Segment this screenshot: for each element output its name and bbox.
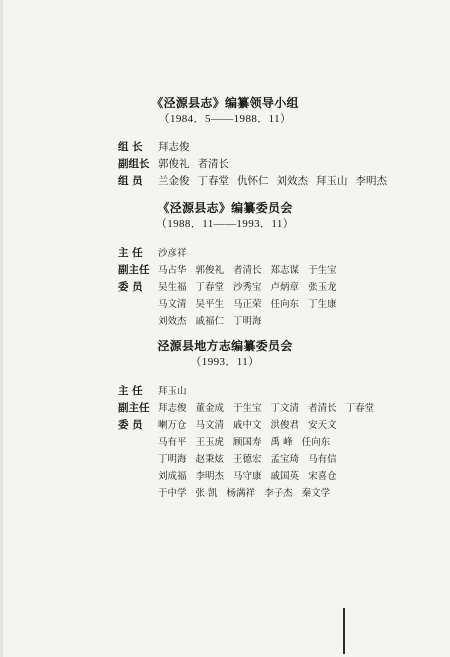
member-name: 马有信	[308, 454, 337, 465]
member-name: 郭俊礼	[158, 158, 190, 170]
member-name: 拜玉山	[316, 175, 348, 187]
section3-period: （1993．11）	[190, 356, 260, 368]
member-name: 于生宝	[308, 265, 337, 276]
member-name: 马正荣	[233, 299, 262, 310]
member-name: 马有平	[158, 437, 187, 448]
roster-row	[118, 139, 198, 153]
member-names	[158, 383, 196, 397]
member-name: 戚中文	[233, 420, 262, 431]
member-name: 喇万仓	[158, 420, 187, 431]
member-name: 沙秀宝	[233, 282, 262, 293]
roster-row	[118, 279, 346, 293]
member-name: 丁春堂	[197, 175, 229, 187]
member-name: 丁生康	[308, 299, 337, 310]
roster-row	[118, 296, 346, 310]
role-label: 委 员	[118, 419, 143, 431]
member-name: 任向东	[270, 299, 300, 310]
member-name: 丁春堂	[195, 282, 225, 293]
member-name: 杨满祥	[226, 488, 256, 499]
member-name: 李子杰	[264, 488, 293, 499]
member-name: 拜志俊	[158, 141, 190, 153]
member-name: 洪俊君	[270, 420, 300, 431]
member-name: 拜志俊	[158, 403, 187, 414]
section1-title: 《泾源县志》编纂领导小组	[151, 96, 299, 110]
member-names	[158, 279, 346, 293]
role-label: 组 员	[118, 175, 143, 187]
roster-row	[118, 383, 196, 397]
roster-row	[118, 485, 339, 499]
member-name: 郑志谋	[270, 265, 300, 276]
member-name: 仇怀仁	[237, 175, 269, 187]
member-names	[158, 245, 196, 259]
member-names	[158, 173, 395, 188]
member-name: 者清长	[197, 158, 229, 170]
member-name: 安天文	[308, 420, 337, 431]
member-name: 刘成福	[158, 471, 187, 482]
member-name: 张玉龙	[308, 282, 337, 293]
member-names	[158, 485, 339, 499]
member-names	[158, 400, 383, 414]
member-name: 吴平生	[195, 299, 225, 310]
roster-row	[118, 156, 237, 170]
role-label: 副主任	[118, 264, 150, 276]
member-name: 李明杰	[355, 175, 387, 187]
member-name: 王德宏	[233, 454, 262, 465]
scan-edge-line	[343, 608, 345, 654]
member-name: 马文清	[158, 299, 187, 310]
role-label: 副组长	[118, 158, 150, 170]
roster-row	[118, 434, 339, 448]
member-names	[158, 451, 346, 465]
member-name: 于中学	[158, 488, 187, 499]
member-name: 兰金俊	[158, 175, 190, 187]
member-name: 王玉虎	[195, 437, 225, 448]
member-name: 于生宝	[233, 403, 262, 414]
member-name: 刘效杰	[276, 175, 308, 187]
member-name: 刘效杰	[158, 316, 187, 327]
member-names	[158, 468, 346, 482]
roster-row	[118, 451, 346, 465]
role-label: 副主任	[118, 402, 150, 414]
member-name: 者清长	[308, 403, 337, 414]
roster-row	[118, 245, 196, 259]
member-names	[158, 417, 346, 431]
member-names	[158, 313, 271, 327]
member-name: 马守康	[233, 471, 262, 482]
member-name: 马文清	[195, 420, 225, 431]
member-name: 丁春堂	[345, 403, 375, 414]
roster-row	[118, 313, 271, 327]
roster-row	[118, 468, 346, 482]
member-name: 秦文学	[301, 488, 331, 499]
member-name: 赵秉炫	[195, 454, 225, 465]
member-name: 顾国寿	[233, 437, 262, 448]
member-name: 张 凯	[195, 488, 218, 499]
roster-row	[118, 262, 346, 276]
section3-title: 泾源县地方志编纂委员会	[157, 339, 293, 353]
role-label: 组 长	[118, 141, 143, 153]
role-label: 委 员	[118, 281, 143, 293]
member-name: 董金成	[195, 403, 225, 414]
member-name: 拜玉山	[158, 386, 187, 397]
member-name: 马占华	[158, 265, 187, 276]
member-name: 李明杰	[195, 471, 225, 482]
roster-row	[118, 173, 395, 187]
member-name: 宋喜仓	[308, 471, 337, 482]
role-label: 主 任	[118, 247, 143, 259]
roster-row	[118, 400, 383, 414]
member-names	[158, 156, 237, 171]
member-name: 禹 峰	[270, 437, 293, 448]
section2-title: 《泾源县志》编纂委员会	[157, 201, 293, 215]
member-name: 孟宝琦	[270, 454, 300, 465]
member-name: 丁文清	[270, 403, 300, 414]
member-name: 丁明海	[233, 316, 262, 327]
member-name: 吴生福	[158, 282, 187, 293]
member-name: 郭俊礼	[195, 265, 225, 276]
section1-period: （1984．5——1988．11）	[158, 113, 292, 125]
member-name: 卢炳章	[270, 282, 300, 293]
member-name: 沙彦祥	[158, 248, 187, 259]
member-name: 者清长	[233, 265, 262, 276]
member-names	[158, 296, 346, 310]
role-label: 主 任	[118, 385, 143, 397]
member-name: 任向东	[301, 437, 331, 448]
member-name: 丁明海	[158, 454, 187, 465]
member-names	[158, 262, 346, 276]
member-name: 戚国英	[270, 471, 300, 482]
member-names	[158, 139, 198, 154]
member-name: 戚福仁	[195, 316, 225, 327]
section2-period: （1988．11——1993．11）	[155, 218, 295, 230]
roster-row	[118, 417, 346, 431]
member-names	[158, 434, 339, 448]
